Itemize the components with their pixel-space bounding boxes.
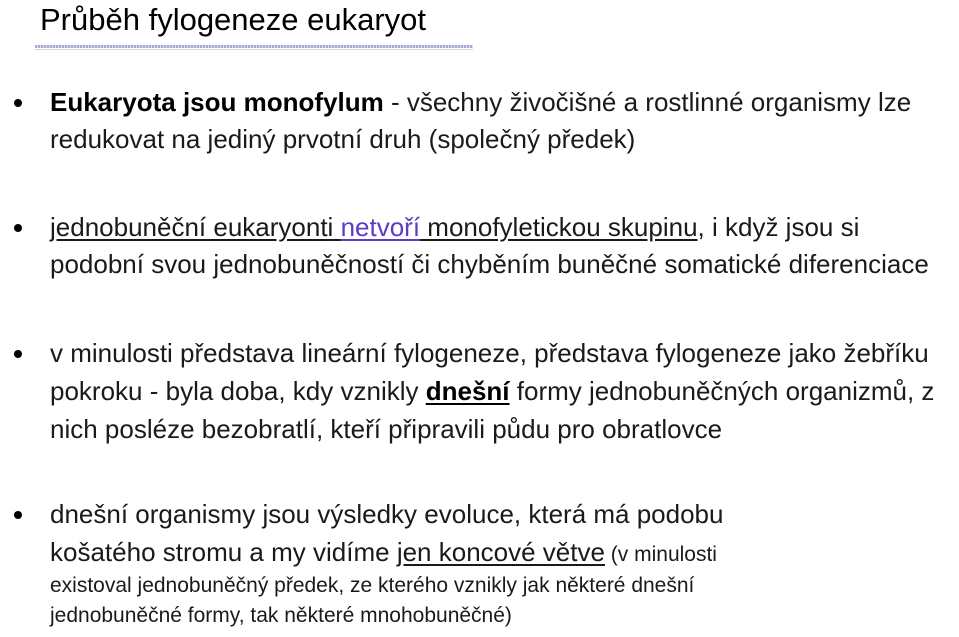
- bullet3-emphasis: dnešní: [425, 376, 510, 406]
- bullet2-part3: monofyletickou skupinu: [420, 212, 698, 242]
- bullet2-underlined-phrase: [50, 212, 698, 242]
- bullet-item-linearni-fylogeneze: [50, 334, 955, 448]
- bullet4-line2-start: košatého stromu a my vidíme: [50, 537, 397, 567]
- bullet2-text: , i když jsou si podobní svou jednobuněčností či chyběním buněčné somatické diferenciace: [50, 212, 929, 279]
- bullet-dot-icon: [14, 511, 22, 519]
- bullet2-part1: jednobuněční eukaryonti: [50, 212, 334, 242]
- title-underline-shadow: [35, 49, 473, 50]
- bullet2-space: [333, 212, 340, 242]
- bullet1-lead: Eukaryota jsou monofylum: [50, 87, 384, 117]
- bullet4-line1: dnešní organismy jsou výsledky evoluce, která má podobu: [50, 499, 724, 529]
- bullet4-line4: jednobuněčné formy, tak některé mnohobuněčné): [50, 604, 512, 627]
- bullet-item-kosaty-strom: [50, 495, 955, 631]
- bullet3-part1: v minulosti představa lineární fylogeneze, představa fylogeneze jako žebříku pokroku - byla doba, kdy vznikly: [50, 338, 929, 406]
- bullet-item-jednobunecni: [50, 209, 955, 283]
- bullet3-part2: formy jednobuněčných organizmů, z nich posléze bezobratlí, kteří připravili půdu pro obratlovce: [50, 376, 935, 444]
- bullet4-underlined-phrase: jen koncové větve: [396, 537, 605, 567]
- bullet-dot-icon: [14, 224, 22, 232]
- bullet-dot-icon: [14, 350, 22, 358]
- bullet-dot-icon: [14, 99, 22, 107]
- bullet-item-monofylum: [50, 84, 955, 158]
- title-underline: [35, 45, 473, 48]
- bullet4-line2-end: (v minulosti: [604, 543, 717, 566]
- bullet1-text: - všechny živočišné a rostlinné organismy lze redukovat na jediný prvotní druh (společný předek): [50, 87, 912, 154]
- bullet4-line2: [50, 533, 955, 571]
- bullet4-line3: existoval jednobuněčný předek, ze kterého vznikly jak některé dnešní: [50, 574, 695, 597]
- slide-title: Průběh fylogeneze eukaryot: [40, 2, 427, 37]
- bullet2-highlight: netvoří: [340, 212, 421, 242]
